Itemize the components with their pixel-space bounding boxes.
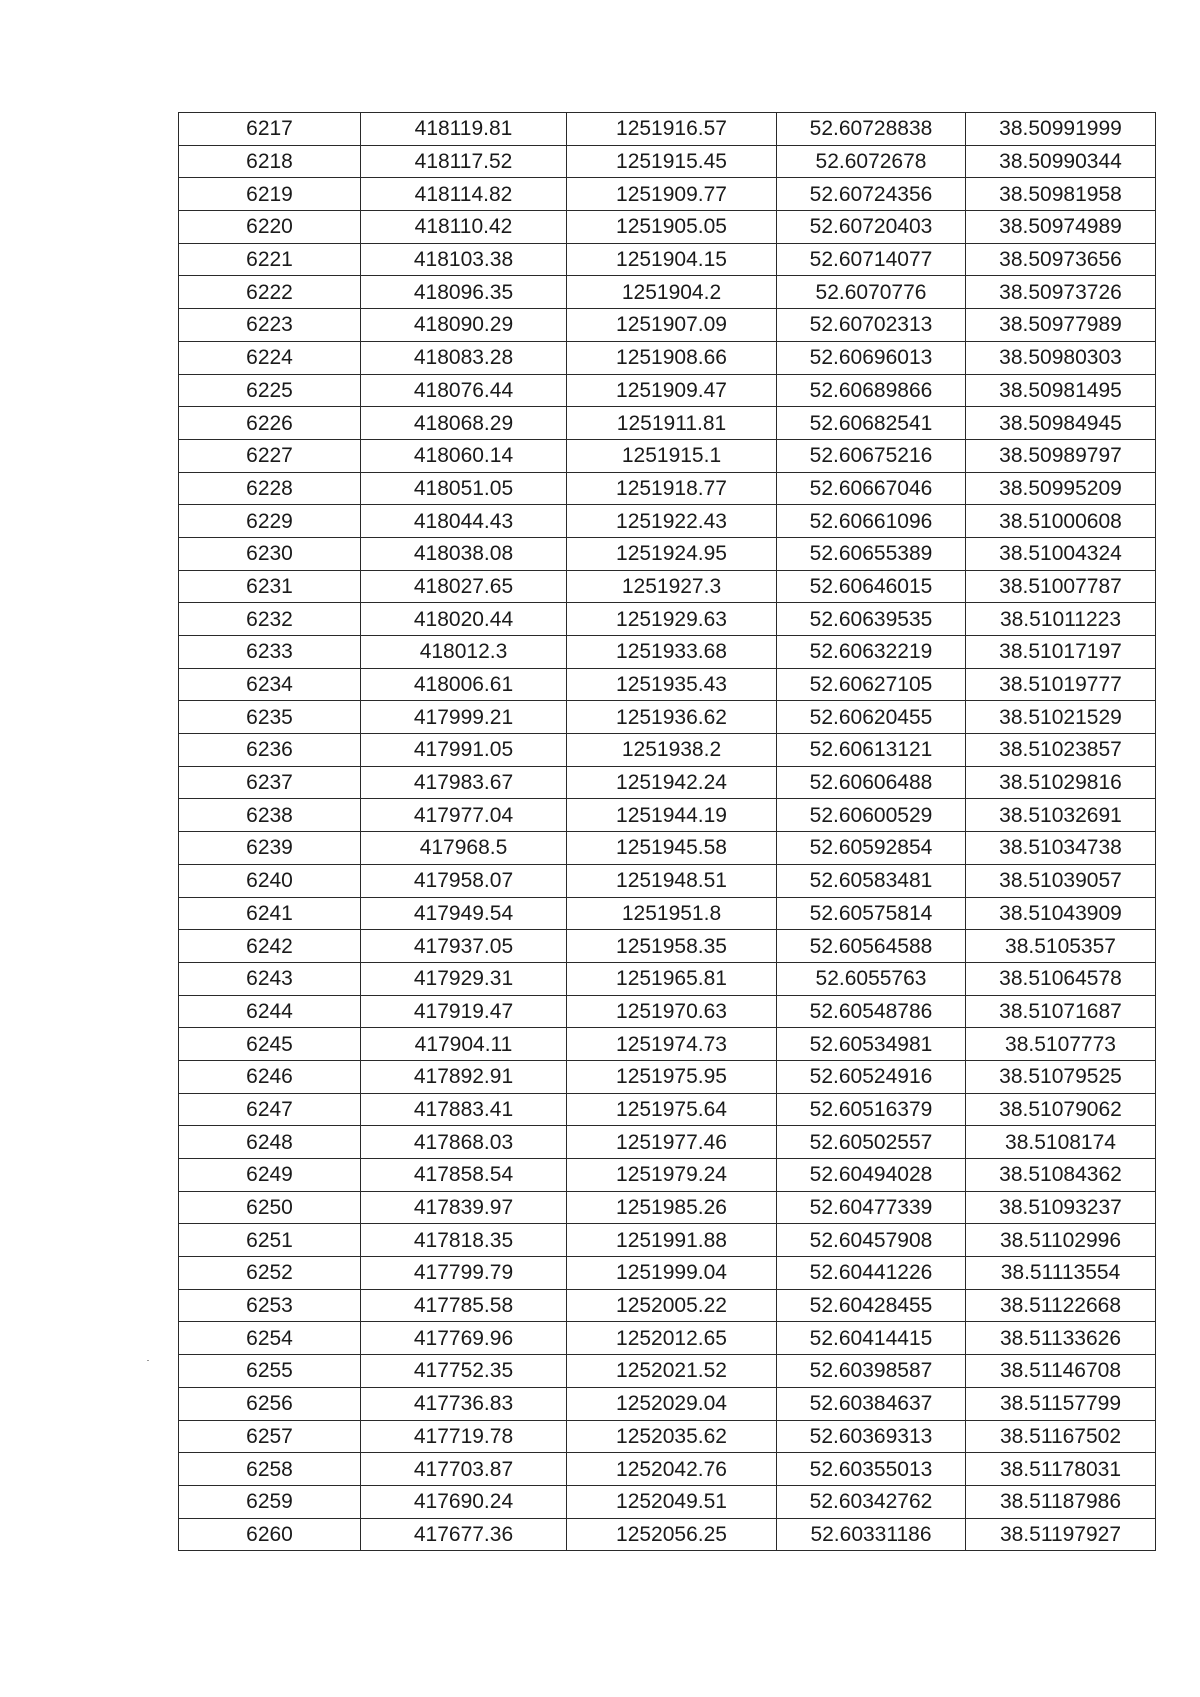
y-coordinate-cell: 1251915.1 (567, 439, 777, 472)
latitude-cell: 52.60548786 (777, 995, 966, 1028)
longitude-cell: 38.51079525 (966, 1060, 1156, 1093)
coordinates-table-body (179, 113, 1156, 1551)
latitude-cell: 52.60714077 (777, 243, 966, 276)
point-number-cell: 6256 (179, 1387, 361, 1420)
latitude-cell: 52.60477339 (777, 1191, 966, 1224)
longitude-cell: 38.50991999 (966, 113, 1156, 146)
latitude-cell: 52.60600529 (777, 799, 966, 832)
y-coordinate-cell: 1251907.09 (567, 309, 777, 342)
latitude-cell: 52.60702313 (777, 309, 966, 342)
longitude-cell: 38.51007787 (966, 570, 1156, 603)
point-number-cell: 6248 (179, 1126, 361, 1159)
x-coordinate-cell: 417999.21 (361, 701, 567, 734)
point-number-cell: 6249 (179, 1159, 361, 1192)
point-number-cell: 6240 (179, 864, 361, 897)
latitude-cell: 52.60398587 (777, 1355, 966, 1388)
point-number-cell: 6254 (179, 1322, 361, 1355)
point-number-cell: 6224 (179, 341, 361, 374)
x-coordinate-cell: 417719.78 (361, 1420, 567, 1453)
point-number-cell: 6227 (179, 439, 361, 472)
table-row (179, 766, 1156, 799)
x-coordinate-cell: 417858.54 (361, 1159, 567, 1192)
point-number-cell: 6239 (179, 832, 361, 865)
x-coordinate-cell: 418096.35 (361, 276, 567, 309)
latitude-cell: 52.60524916 (777, 1060, 966, 1093)
table-row (179, 1518, 1156, 1551)
y-coordinate-cell: 1251908.66 (567, 341, 777, 374)
table-row (179, 570, 1156, 603)
x-coordinate-cell: 418103.38 (361, 243, 567, 276)
x-coordinate-cell: 417703.87 (361, 1453, 567, 1486)
table-row (179, 668, 1156, 701)
x-coordinate-cell: 418090.29 (361, 309, 567, 342)
point-number-cell: 6235 (179, 701, 361, 734)
point-number-cell: 6219 (179, 178, 361, 211)
y-coordinate-cell: 1251933.68 (567, 636, 777, 669)
point-number-cell: 6247 (179, 1093, 361, 1126)
point-number-cell: 6225 (179, 374, 361, 407)
latitude-cell: 52.60428455 (777, 1289, 966, 1322)
point-number-cell: 6234 (179, 668, 361, 701)
point-number-cell: 6255 (179, 1355, 361, 1388)
latitude-cell: 52.60441226 (777, 1257, 966, 1290)
table-row (179, 145, 1156, 178)
longitude-cell: 38.51064578 (966, 962, 1156, 995)
y-coordinate-cell: 1251918.77 (567, 472, 777, 505)
x-coordinate-cell: 418083.28 (361, 341, 567, 374)
y-coordinate-cell: 1251979.24 (567, 1159, 777, 1192)
table-row (179, 734, 1156, 767)
table-row (179, 472, 1156, 505)
latitude-cell: 52.60457908 (777, 1224, 966, 1257)
x-coordinate-cell: 417977.04 (361, 799, 567, 832)
table-row (179, 407, 1156, 440)
table-row (179, 1060, 1156, 1093)
point-number-cell: 6226 (179, 407, 361, 440)
y-coordinate-cell: 1251985.26 (567, 1191, 777, 1224)
x-coordinate-cell: 418051.05 (361, 472, 567, 505)
latitude-cell: 52.60331186 (777, 1518, 966, 1551)
latitude-cell: 52.60667046 (777, 472, 966, 505)
point-number-cell: 6244 (179, 995, 361, 1028)
y-coordinate-cell: 1251909.47 (567, 374, 777, 407)
x-coordinate-cell: 417991.05 (361, 734, 567, 767)
longitude-cell: 38.5108174 (966, 1126, 1156, 1159)
x-coordinate-cell: 417904.11 (361, 1028, 567, 1061)
x-coordinate-cell: 417690.24 (361, 1485, 567, 1518)
x-coordinate-cell: 418044.43 (361, 505, 567, 538)
y-coordinate-cell: 1252042.76 (567, 1453, 777, 1486)
longitude-cell: 38.5107773 (966, 1028, 1156, 1061)
table-row (179, 636, 1156, 669)
y-coordinate-cell: 1252049.51 (567, 1485, 777, 1518)
longitude-cell: 38.51093237 (966, 1191, 1156, 1224)
longitude-cell: 38.50990344 (966, 145, 1156, 178)
longitude-cell: 38.50981495 (966, 374, 1156, 407)
point-number-cell: 6220 (179, 211, 361, 244)
latitude-cell: 52.60494028 (777, 1159, 966, 1192)
table-row (179, 1322, 1156, 1355)
table-row (179, 341, 1156, 374)
point-number-cell: 6250 (179, 1191, 361, 1224)
latitude-cell: 52.60620455 (777, 701, 966, 734)
y-coordinate-cell: 1251911.81 (567, 407, 777, 440)
longitude-cell: 38.51079062 (966, 1093, 1156, 1126)
longitude-cell: 38.51032691 (966, 799, 1156, 832)
longitude-cell: 38.50984945 (966, 407, 1156, 440)
y-coordinate-cell: 1251970.63 (567, 995, 777, 1028)
x-coordinate-cell: 417919.47 (361, 995, 567, 1028)
table-row (179, 1093, 1156, 1126)
x-coordinate-cell: 417949.54 (361, 897, 567, 930)
x-coordinate-cell: 417937.05 (361, 930, 567, 963)
y-coordinate-cell: 1251905.05 (567, 211, 777, 244)
table-row (179, 309, 1156, 342)
latitude-cell: 52.60355013 (777, 1453, 966, 1486)
y-coordinate-cell: 1252012.65 (567, 1322, 777, 1355)
latitude-cell: 52.60696013 (777, 341, 966, 374)
x-coordinate-cell: 417752.35 (361, 1355, 567, 1388)
table-row (179, 1257, 1156, 1290)
latitude-cell: 52.60606488 (777, 766, 966, 799)
point-number-cell: 6253 (179, 1289, 361, 1322)
longitude-cell: 38.51122668 (966, 1289, 1156, 1322)
longitude-cell: 38.5105357 (966, 930, 1156, 963)
x-coordinate-cell: 418038.08 (361, 537, 567, 570)
longitude-cell: 38.51167502 (966, 1420, 1156, 1453)
longitude-cell: 38.51004324 (966, 537, 1156, 570)
point-number-cell: 6242 (179, 930, 361, 963)
table-row (179, 1126, 1156, 1159)
point-number-cell: 6217 (179, 113, 361, 146)
y-coordinate-cell: 1252021.52 (567, 1355, 777, 1388)
y-coordinate-cell: 1251975.95 (567, 1060, 777, 1093)
longitude-cell: 38.51039057 (966, 864, 1156, 897)
x-coordinate-cell: 417892.91 (361, 1060, 567, 1093)
y-coordinate-cell: 1251977.46 (567, 1126, 777, 1159)
latitude-cell: 52.60724356 (777, 178, 966, 211)
table-row (179, 537, 1156, 570)
table-row (179, 799, 1156, 832)
x-coordinate-cell: 417677.36 (361, 1518, 567, 1551)
x-coordinate-cell: 417799.79 (361, 1257, 567, 1290)
longitude-cell: 38.51071687 (966, 995, 1156, 1028)
latitude-cell: 52.60639535 (777, 603, 966, 636)
latitude-cell: 52.60534981 (777, 1028, 966, 1061)
latitude-cell: 52.60414415 (777, 1322, 966, 1355)
longitude-cell: 38.51084362 (966, 1159, 1156, 1192)
table-row (179, 603, 1156, 636)
latitude-cell: 52.60689866 (777, 374, 966, 407)
point-number-cell: 6229 (179, 505, 361, 538)
y-coordinate-cell: 1251958.35 (567, 930, 777, 963)
latitude-cell: 52.60369313 (777, 1420, 966, 1453)
longitude-cell: 38.51187986 (966, 1485, 1156, 1518)
latitude-cell: 52.60516379 (777, 1093, 966, 1126)
latitude-cell: 52.60720403 (777, 211, 966, 244)
y-coordinate-cell: 1251965.81 (567, 962, 777, 995)
table-row (179, 962, 1156, 995)
point-number-cell: 6243 (179, 962, 361, 995)
longitude-cell: 38.51133626 (966, 1322, 1156, 1355)
point-number-cell: 6260 (179, 1518, 361, 1551)
y-coordinate-cell: 1251936.62 (567, 701, 777, 734)
longitude-cell: 38.50995209 (966, 472, 1156, 505)
point-number-cell: 6221 (179, 243, 361, 276)
y-coordinate-cell: 1251904.2 (567, 276, 777, 309)
point-number-cell: 6259 (179, 1485, 361, 1518)
longitude-cell: 38.51197927 (966, 1518, 1156, 1551)
y-coordinate-cell: 1251909.77 (567, 178, 777, 211)
x-coordinate-cell: 418020.44 (361, 603, 567, 636)
x-coordinate-cell: 418119.81 (361, 113, 567, 146)
y-coordinate-cell: 1251974.73 (567, 1028, 777, 1061)
longitude-cell: 38.51102996 (966, 1224, 1156, 1257)
table-row (179, 1159, 1156, 1192)
x-coordinate-cell: 418114.82 (361, 178, 567, 211)
point-number-cell: 6257 (179, 1420, 361, 1453)
y-coordinate-cell: 1251948.51 (567, 864, 777, 897)
x-coordinate-cell: 417883.41 (361, 1093, 567, 1126)
x-coordinate-cell: 418027.65 (361, 570, 567, 603)
longitude-cell: 38.51029816 (966, 766, 1156, 799)
point-number-cell: 6237 (179, 766, 361, 799)
latitude-cell: 52.60384637 (777, 1387, 966, 1420)
point-number-cell: 6246 (179, 1060, 361, 1093)
y-coordinate-cell: 1251904.15 (567, 243, 777, 276)
longitude-cell: 38.50973726 (966, 276, 1156, 309)
x-coordinate-cell: 417818.35 (361, 1224, 567, 1257)
y-coordinate-cell: 1252029.04 (567, 1387, 777, 1420)
point-number-cell: 6241 (179, 897, 361, 930)
longitude-cell: 38.50980303 (966, 341, 1156, 374)
point-number-cell: 6258 (179, 1453, 361, 1486)
table-row (179, 1289, 1156, 1322)
longitude-cell: 38.51011223 (966, 603, 1156, 636)
table-row (179, 1224, 1156, 1257)
y-coordinate-cell: 1251942.24 (567, 766, 777, 799)
latitude-cell: 52.60728838 (777, 113, 966, 146)
x-coordinate-cell: 417929.31 (361, 962, 567, 995)
longitude-cell: 38.51178031 (966, 1453, 1156, 1486)
latitude-cell: 52.60632219 (777, 636, 966, 669)
y-coordinate-cell: 1251927.3 (567, 570, 777, 603)
latitude-cell: 52.60342762 (777, 1485, 966, 1518)
longitude-cell: 38.51000608 (966, 505, 1156, 538)
table-row (179, 1387, 1156, 1420)
y-coordinate-cell: 1251945.58 (567, 832, 777, 865)
table-row (179, 113, 1156, 146)
x-coordinate-cell: 417983.67 (361, 766, 567, 799)
x-coordinate-cell: 417958.07 (361, 864, 567, 897)
longitude-cell: 38.51017197 (966, 636, 1156, 669)
table-row (179, 832, 1156, 865)
x-coordinate-cell: 418006.61 (361, 668, 567, 701)
longitude-cell: 38.51034738 (966, 832, 1156, 865)
latitude-cell: 52.60575814 (777, 897, 966, 930)
x-coordinate-cell: 417736.83 (361, 1387, 567, 1420)
table-row (179, 178, 1156, 211)
table-row (179, 374, 1156, 407)
y-coordinate-cell: 1251944.19 (567, 799, 777, 832)
x-coordinate-cell: 417968.5 (361, 832, 567, 865)
table-row (179, 1191, 1156, 1224)
latitude-cell: 52.60675216 (777, 439, 966, 472)
point-number-cell: 6218 (179, 145, 361, 178)
latitude-cell: 52.60564588 (777, 930, 966, 963)
y-coordinate-cell: 1251922.43 (567, 505, 777, 538)
y-coordinate-cell: 1251975.64 (567, 1093, 777, 1126)
latitude-cell: 52.60646015 (777, 570, 966, 603)
scan-speck (147, 1360, 149, 1361)
table-row (179, 439, 1156, 472)
longitude-cell: 38.50973656 (966, 243, 1156, 276)
y-coordinate-cell: 1252005.22 (567, 1289, 777, 1322)
table-row (179, 1453, 1156, 1486)
point-number-cell: 6251 (179, 1224, 361, 1257)
x-coordinate-cell: 418068.29 (361, 407, 567, 440)
point-number-cell: 6223 (179, 309, 361, 342)
latitude-cell: 52.6072678 (777, 145, 966, 178)
longitude-cell: 38.51023857 (966, 734, 1156, 767)
x-coordinate-cell: 417868.03 (361, 1126, 567, 1159)
longitude-cell: 38.50974989 (966, 211, 1156, 244)
y-coordinate-cell: 1251999.04 (567, 1257, 777, 1290)
y-coordinate-cell: 1251915.45 (567, 145, 777, 178)
table-row (179, 276, 1156, 309)
table-row (179, 1355, 1156, 1388)
point-number-cell: 6230 (179, 537, 361, 570)
point-number-cell: 6231 (179, 570, 361, 603)
y-coordinate-cell: 1251938.2 (567, 734, 777, 767)
latitude-cell: 52.6055763 (777, 962, 966, 995)
longitude-cell: 38.51021529 (966, 701, 1156, 734)
y-coordinate-cell: 1251951.8 (567, 897, 777, 930)
point-number-cell: 6228 (179, 472, 361, 505)
longitude-cell: 38.50977989 (966, 309, 1156, 342)
x-coordinate-cell: 418117.52 (361, 145, 567, 178)
point-number-cell: 6233 (179, 636, 361, 669)
table-row (179, 505, 1156, 538)
table-row (179, 1028, 1156, 1061)
latitude-cell: 52.60627105 (777, 668, 966, 701)
latitude-cell: 52.6070776 (777, 276, 966, 309)
latitude-cell: 52.60502557 (777, 1126, 966, 1159)
longitude-cell: 38.51043909 (966, 897, 1156, 930)
y-coordinate-cell: 1252056.25 (567, 1518, 777, 1551)
y-coordinate-cell: 1251929.63 (567, 603, 777, 636)
longitude-cell: 38.51157799 (966, 1387, 1156, 1420)
longitude-cell: 38.50989797 (966, 439, 1156, 472)
table-row (179, 1485, 1156, 1518)
latitude-cell: 52.60583481 (777, 864, 966, 897)
x-coordinate-cell: 418076.44 (361, 374, 567, 407)
latitude-cell: 52.60613121 (777, 734, 966, 767)
table-row (179, 701, 1156, 734)
latitude-cell: 52.60661096 (777, 505, 966, 538)
longitude-cell: 38.51019777 (966, 668, 1156, 701)
latitude-cell: 52.60682541 (777, 407, 966, 440)
point-number-cell: 6252 (179, 1257, 361, 1290)
latitude-cell: 52.60655389 (777, 537, 966, 570)
x-coordinate-cell: 418110.42 (361, 211, 567, 244)
longitude-cell: 38.51113554 (966, 1257, 1156, 1290)
x-coordinate-cell: 417769.96 (361, 1322, 567, 1355)
point-number-cell: 6245 (179, 1028, 361, 1061)
table-row (179, 995, 1156, 1028)
table-row (179, 930, 1156, 963)
table-row (179, 897, 1156, 930)
point-number-cell: 6222 (179, 276, 361, 309)
y-coordinate-cell: 1252035.62 (567, 1420, 777, 1453)
y-coordinate-cell: 1251916.57 (567, 113, 777, 146)
x-coordinate-cell: 417839.97 (361, 1191, 567, 1224)
table-row (179, 243, 1156, 276)
longitude-cell: 38.51146708 (966, 1355, 1156, 1388)
table-row (179, 1420, 1156, 1453)
point-number-cell: 6238 (179, 799, 361, 832)
x-coordinate-cell: 417785.58 (361, 1289, 567, 1322)
latitude-cell: 52.60592854 (777, 832, 966, 865)
y-coordinate-cell: 1251935.43 (567, 668, 777, 701)
x-coordinate-cell: 418060.14 (361, 439, 567, 472)
longitude-cell: 38.50981958 (966, 178, 1156, 211)
table-row (179, 211, 1156, 244)
point-number-cell: 6232 (179, 603, 361, 636)
table-row (179, 864, 1156, 897)
point-number-cell: 6236 (179, 734, 361, 767)
y-coordinate-cell: 1251924.95 (567, 537, 777, 570)
x-coordinate-cell: 418012.3 (361, 636, 567, 669)
y-coordinate-cell: 1251991.88 (567, 1224, 777, 1257)
coordinates-table (178, 112, 1156, 1551)
